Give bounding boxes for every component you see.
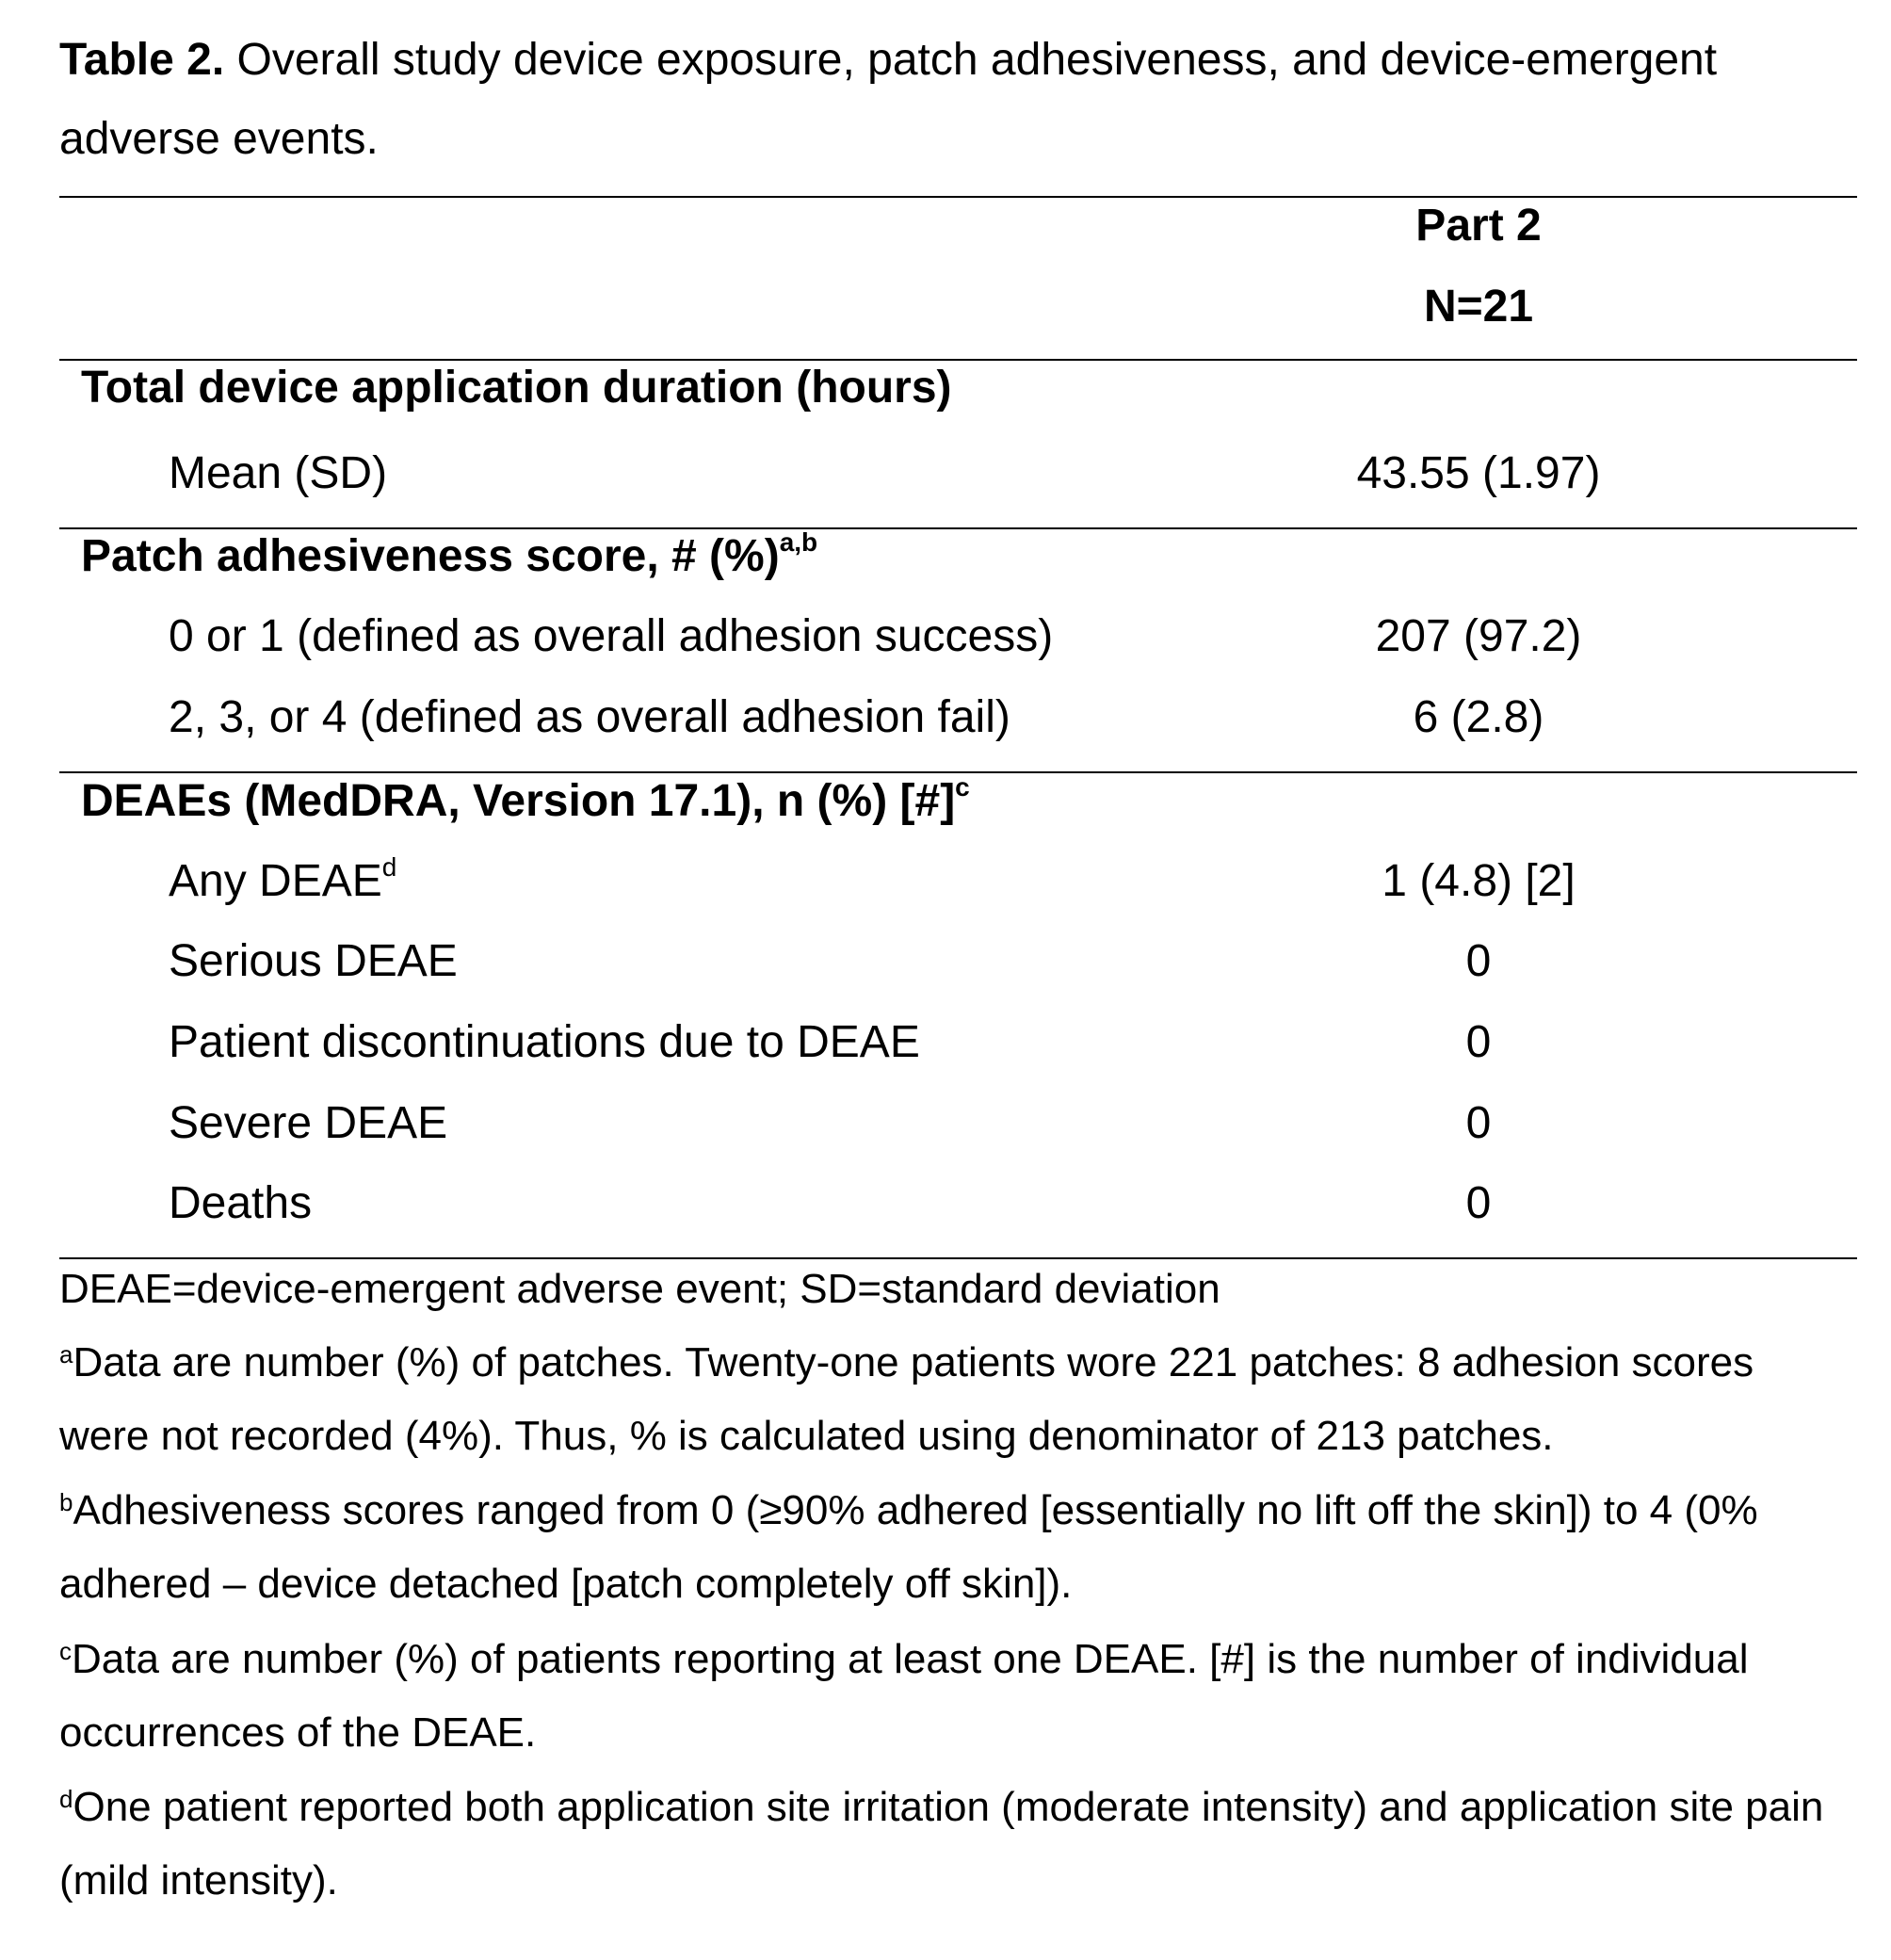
footnote-b: $^b$Adhesiveness scores ranged from 0 (≥90% adhered [essentially no lift off the skin]) to 4 (0% adhered – device detached [patch completely off skin]).	[59, 1487, 1758, 1607]
row-label-serious-deae: Serious DEAE	[169, 936, 458, 986]
row-value-adhesion-fail: 6 (2.8)	[1413, 692, 1544, 742]
section-rule-1	[59, 527, 1857, 529]
section-title-duration: Total device application duration (hours)	[81, 363, 952, 413]
footnote-a: $^a$Data are number (%) of patches. Twenty-one patients wore 221 patches: 8 adhesion scores were not recorded (4%). Thus, % is calculated using denominator of 213 patches.	[59, 1339, 1754, 1459]
footnote-abbreviations: DEAE=device-emergent adverse event; SD=standard deviation	[59, 1266, 1220, 1312]
section-title-deaes: DEAEs (MedDRA, Version 17.1), n (%) [#]$^c$	[81, 772, 970, 826]
table-caption-text: Overall study device exposure, patch adhesiveness, and device-emergent adverse events.	[59, 35, 1718, 164]
row-label-adhesion-fail: 2, 3, or 4 (defined as overall adhesion fail)	[169, 692, 1010, 742]
row-label-deaths: Deaths	[169, 1178, 313, 1228]
row-value-severe-deae: 0	[1465, 1098, 1492, 1148]
row-label-adhesion-success: 0 or 1 (defined as overall adhesion success)	[169, 611, 1054, 661]
row-value-mean-sd: 43.55 (1.97)	[1356, 448, 1601, 498]
row-value-any-deae: 1 (4.8) [2]	[1382, 856, 1576, 906]
row-label-mean-sd: Mean (SD)	[169, 448, 388, 498]
row-label-discontinuations: Patient discontinuations due to DEAE	[169, 1017, 920, 1067]
table-top-rule	[59, 196, 1857, 198]
row-label-severe-deae: Severe DEAE	[169, 1098, 448, 1148]
row-value-deaths: 0	[1465, 1178, 1492, 1228]
column-header-title: Part 2	[1415, 201, 1542, 251]
row-label-any-deae: Any DEAE$^d$	[169, 852, 397, 906]
row-value-adhesion-success: 207 (97.2)	[1375, 611, 1582, 661]
footnote-d: $^d$One patient reported both application site irritation (moderate intensity) and application site pain (mild intensity).	[59, 1784, 1824, 1903]
table-caption-label: Table 2.	[59, 35, 225, 85]
table-caption	[59, 21, 1849, 179]
header-rule	[59, 359, 1857, 361]
row-value-discontinuations: 0	[1465, 1017, 1492, 1067]
footnote-c: $^c$Data are number (%) of patients reporting at least one DEAE. [#] is the number of individual occurrences of the DEAE.	[59, 1636, 1749, 1756]
section-title-adhesiveness: Patch adhesiveness score, # (%)$^{a,b}$	[81, 527, 818, 581]
row-value-serious-deae: 0	[1465, 936, 1492, 986]
column-header-n: N=21	[1423, 282, 1534, 332]
